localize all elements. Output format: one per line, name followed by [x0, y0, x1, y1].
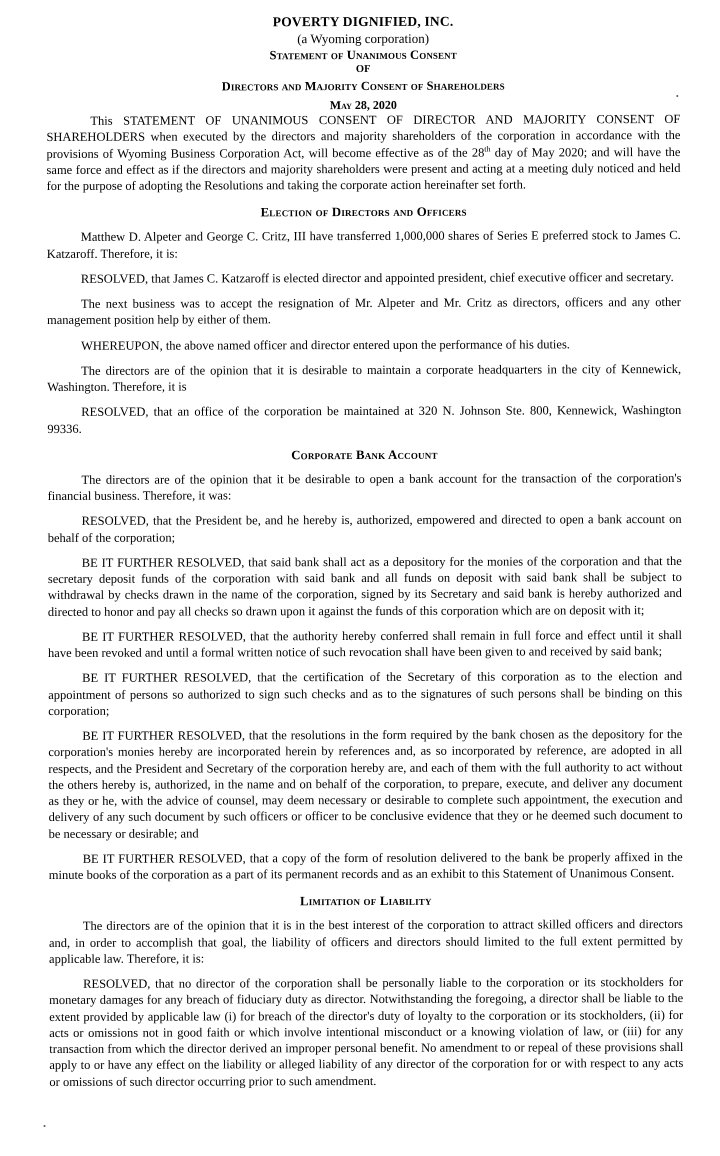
scan-artifact-dot	[676, 95, 678, 97]
paragraph: RESOLVED, that no director of the corporation shall be personally liable to the corporation or its stockholders for monetary damages for any breach of fiduciary duty as director. Notwithstanding the foregoing, a director shall be liable to the extent provided by applicable law (i) for breach of the director's duty of loyalty to the corporation or its stockholders, (ii) for acts or omissions not in good faith or which involve intentional misconduct or a knowing violation of law, or (iii) for any transaction from which the director derived an improper personal benefit. No amendment to or repeal of these provisions shall apply to or have any effect on the liability or alleged liability of any director of the corporation for or with respect to any acts or omissions of such director occurring prior to such amendment.	[49, 975, 684, 1089]
intro-ordinal-suffix: th	[484, 144, 491, 154]
intro-text-b: day of May 2020; and will have the same force and effect as if the directors and majority shareholders were present and acting at a meeting duly noticed and held for the purpose of adopting the Resolutions and taking the corporate action hereinafter set forth.	[46, 144, 681, 194]
intro-text-a: This STATEMENT OF UNANIMOUS CONSENT OF DIRECTOR AND MAJORITY CONSENT OF SHAREHOLDERS when executed by the directors and majority shareholders of the corporation in accordance with the provisions of Wyoming Business Corporation Act, will become effective as of the 28	[46, 112, 681, 161]
paragraph: The next business was to accept the resignation of Mr. Alpeter and Mr. Critz as directors, officers and any other management position help by either of them.	[46, 295, 681, 328]
intro-paragraph	[46, 111, 680, 194]
parties-title: Directors and Majority Consent of Shareholders	[221, 79, 505, 94]
paragraph: RESOLVED, that the President be, and he hereby is, authorized, empowered and directed to open a bank account on behalf of the corporation;	[47, 512, 682, 545]
scan-artifact-dot	[44, 1125, 46, 1127]
paragraph: BE IT FURTHER RESOLVED, that the resolutions in the form required by the bank chosen as the depository for the corporation's monies hereby are incorporated herein by references and, as so incorporated by reference, are adopted in all respects, and the President and Secretary of the corporation hereby are, and each of them with the full authority to act without the others hereby is, authorized, in the name and on behalf of the corporation, to prepare, execute, and deliver any document as they or he, with the advice of counsel, may deem necessary or desirable to complete such appointment, the execution and delivery of any such document by such officers or officer to be conclusive evidence that they or he deemed such document to be necessary or desirable; and	[48, 727, 683, 841]
paragraph: WHEREUPON, the above named officer and director entered upon the performance of his duties.	[81, 337, 570, 353]
company-name: POVERTY DIGNIFIED, INC.	[272, 13, 454, 30]
paragraph: Matthew D. Alpeter and George C. Critz, III have transferred 1,000,000 shares of Series E preferred stock to James C. Katzaroff. Therefore, it is:	[46, 228, 681, 261]
section-heading-bank-account: Corporate Bank Account	[291, 447, 438, 463]
paragraph: RESOLVED, that an office of the corporation be maintained at 320 N. Johnson Ste. 800, Kennewick, Washington 99336.	[47, 403, 682, 436]
paragraph: BE IT FURTHER RESOLVED, that a copy of the form of resolution delivered to the bank be properly affixed in the minute books of the corporation as a part of its permanent records and as an exhibit to this Statement of Unanimous Consent.	[48, 849, 683, 883]
paragraph: The directors are of the opinion that it be desirable to open a bank account for the transaction of the corporation's financial business. Therefore, it was:	[47, 470, 682, 504]
incorporation-note: (a Wyoming corporation)	[297, 31, 430, 47]
paragraph: BE IT FURTHER RESOLVED, that the authority hereby conferred shall remain in full force and effect until it shall have been revoked and until a formal written notice of such revocation shall have been given to and received by said bank;	[48, 627, 683, 661]
paragraph: The directors are of the opinion that it is desirable to maintain a corporate headquarters in the city of Kennewick, Washington. Therefore, it is	[47, 361, 682, 395]
document-header	[46, 13, 680, 113]
paragraph: BE IT FURTHER RESOLVED, that said bank shall act as a depository for the monies of the corporation and that the secretary deposit funds of the corporation with said bank and all funds on deposit with said bank shall be subject to withdrawal by checks drawn in the name of the corporation, signed by its Secretary and said bank is hereby authorized and directed to honor and pay all checks so drawn upon it against the funds of this corporation which are on deposit with it;	[47, 553, 682, 619]
section-heading-limitation-liability: Limitation of Liability	[299, 894, 432, 909]
paragraph: BE IT FURTHER RESOLVED, that the certification of the Secretary of this corporation as to the election and appointment of persons so authorized to sign such checks and as to the signatures of such persons shall be binding on this corporation;	[48, 669, 683, 718]
title-of-word: OF	[355, 63, 371, 75]
paragraph: The directors are of the opinion that it is in the best interest of the corporation to attract skilled officers and directors and, in order to accomplish that goal, the liability of officers and directors should limited to the full extent permitted by applicable law. Therefore, it is:	[48, 917, 683, 966]
section-heading-election: Election of Directors and Officers	[260, 205, 467, 220]
statement-title: Statement of Unanimous Consent	[269, 48, 457, 63]
paragraph: RESOLVED, that James C. Katzaroff is elected director and appointed president, chief executive officer and secretary.	[80, 270, 674, 286]
document-date: May 28, 2020	[329, 97, 397, 112]
